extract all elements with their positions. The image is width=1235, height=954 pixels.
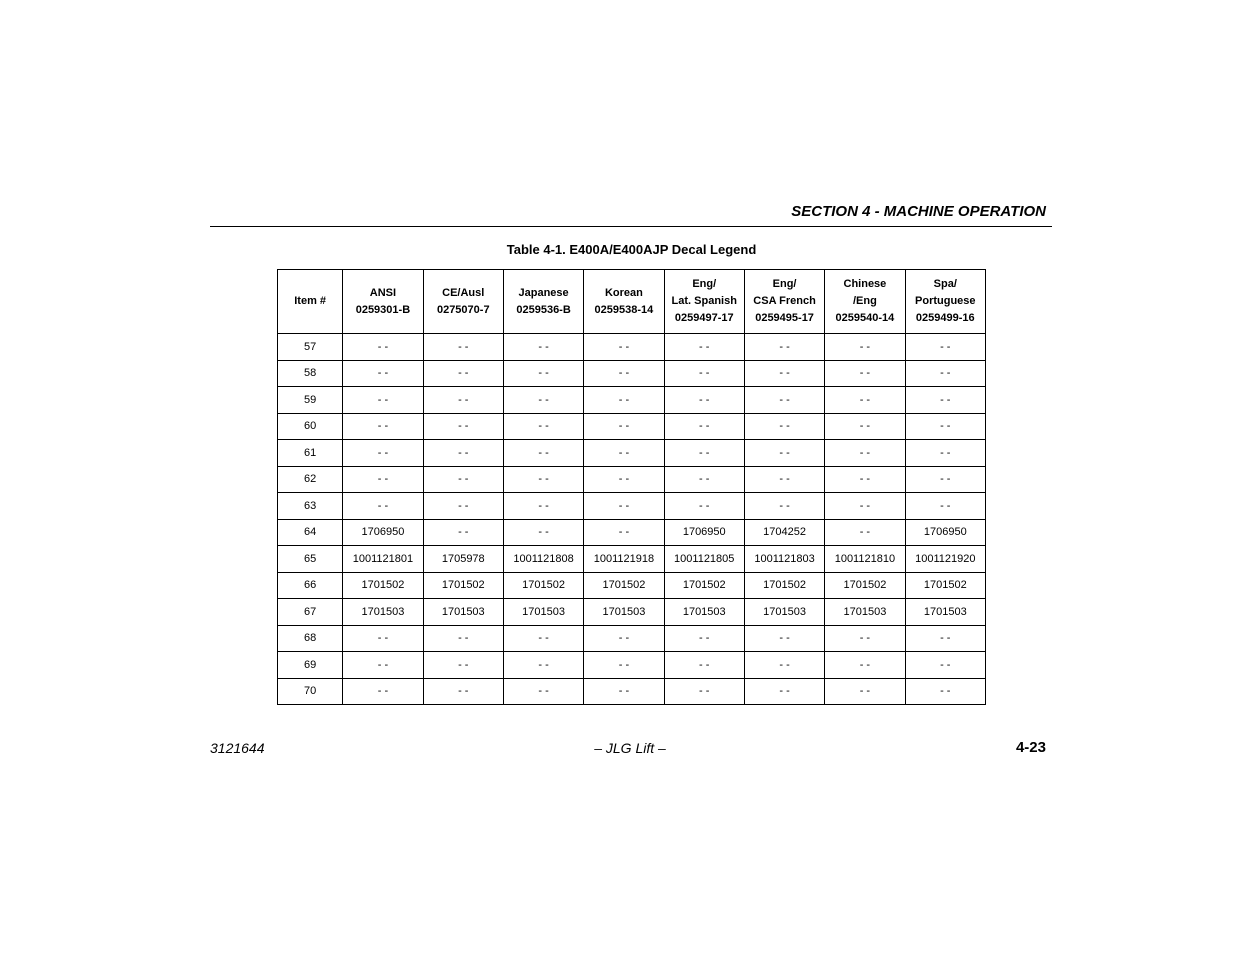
column-header-line: CSA French — [753, 295, 816, 307]
part-number-cell: - - — [423, 334, 503, 361]
part-number-cell: - - — [905, 334, 985, 361]
part-number-cell: 1701503 — [664, 599, 744, 626]
part-number-cell: - - — [905, 652, 985, 679]
part-number-cell: - - — [744, 413, 824, 440]
part-number-cell: - - — [664, 466, 744, 493]
part-number-cell: - - — [423, 519, 503, 546]
part-number-cell: 1701503 — [905, 599, 985, 626]
column-header-line: Japanese — [518, 286, 569, 299]
part-number-cell: - - — [343, 493, 423, 520]
column-header — [343, 270, 423, 334]
table-row — [278, 413, 986, 440]
column-header — [825, 270, 905, 334]
part-number-cell: - - — [744, 678, 824, 705]
part-number-cell: - - — [503, 440, 583, 467]
column-header-line: /Eng — [852, 295, 877, 307]
part-number-cell: 1701503 — [825, 599, 905, 626]
part-number-cell: 1701503 — [744, 599, 824, 626]
table-row — [278, 334, 986, 361]
part-number-cell: 1701502 — [905, 572, 985, 599]
part-number-cell: - - — [423, 466, 503, 493]
item-number-cell: 64 — [278, 519, 343, 546]
table-title: Table 4-1. E400A/E400AJP Decal Legend — [506, 242, 757, 257]
part-number-cell: - - — [343, 652, 423, 679]
part-number-cell: - - — [825, 625, 905, 652]
part-number-cell: - - — [825, 334, 905, 361]
part-number-cell: - - — [825, 466, 905, 493]
part-number-cell: - - — [343, 334, 423, 361]
part-number-cell: - - — [744, 440, 824, 467]
part-number-cell: - - — [825, 413, 905, 440]
part-number-cell: 1001121918 — [584, 546, 664, 573]
part-number-cell: - - — [664, 360, 744, 387]
column-header-line: 0259497-17 — [674, 312, 734, 324]
part-number-cell: - - — [584, 652, 664, 679]
column-header-line: Eng/ — [772, 278, 797, 290]
part-number-cell: - - — [423, 440, 503, 467]
item-number-cell: 68 — [278, 625, 343, 652]
part-number-cell: - - — [584, 334, 664, 361]
table-row — [278, 360, 986, 387]
part-number-cell: - - — [343, 413, 423, 440]
part-number-cell: 1701502 — [423, 572, 503, 599]
column-header-line: ANSI — [369, 286, 397, 299]
column-header-line: 0259301-B — [355, 303, 411, 316]
part-number-cell: - - — [584, 519, 664, 546]
part-number-cell: - - — [905, 360, 985, 387]
part-number-cell: - - — [503, 519, 583, 546]
part-number-cell: - - — [825, 440, 905, 467]
part-number-cell: 1701503 — [584, 599, 664, 626]
column-header-item — [278, 270, 343, 334]
footer-brand: – JLG Lift – — [594, 740, 666, 756]
part-number-cell: - - — [343, 360, 423, 387]
column-header — [423, 270, 503, 334]
table-row — [278, 466, 986, 493]
item-number-cell: 65 — [278, 546, 343, 573]
page-number: 4-23 — [1015, 739, 1046, 756]
part-number-cell: - - — [503, 413, 583, 440]
column-header-line: 0259495-17 — [755, 312, 814, 324]
part-number-cell: - - — [584, 387, 664, 414]
part-number-cell: - - — [584, 625, 664, 652]
part-number-cell: - - — [343, 466, 423, 493]
part-number-cell: 1001121805 — [664, 546, 744, 573]
column-header-line: 0259536-B — [516, 303, 571, 316]
column-header-line: 0259540-14 — [835, 312, 895, 324]
item-number-cell: 70 — [278, 678, 343, 705]
column-header — [503, 270, 583, 334]
column-header — [744, 270, 824, 334]
part-number-cell: 1706950 — [343, 519, 423, 546]
part-number-cell: - - — [664, 440, 744, 467]
part-number-cell: 1705978 — [423, 546, 503, 573]
part-number-cell: - - — [423, 387, 503, 414]
part-number-cell: - - — [744, 466, 824, 493]
part-number-cell: - - — [423, 493, 503, 520]
table-row — [278, 599, 986, 626]
part-number-cell: - - — [825, 652, 905, 679]
table-row — [278, 387, 986, 414]
table-row — [278, 440, 986, 467]
part-number-cell: 1701502 — [664, 572, 744, 599]
table-row — [278, 519, 986, 546]
part-number-cell: - - — [905, 678, 985, 705]
part-number-cell: - - — [503, 360, 583, 387]
table-row — [278, 678, 986, 705]
item-number-cell: 59 — [278, 387, 343, 414]
part-number-cell: - - — [503, 334, 583, 361]
item-number-cell: 60 — [278, 413, 343, 440]
table-row — [278, 572, 986, 599]
part-number-cell: - - — [825, 519, 905, 546]
part-number-cell: - - — [503, 466, 583, 493]
column-header — [584, 270, 664, 334]
part-number-cell: - - — [503, 625, 583, 652]
part-number-cell: - - — [825, 678, 905, 705]
part-number-cell: - - — [905, 413, 985, 440]
column-header-line: 0275070-7 — [436, 303, 490, 316]
part-number-cell: 1701502 — [343, 572, 423, 599]
column-header-line: Korean — [604, 286, 643, 299]
column-header-line: 0259499-16 — [915, 312, 975, 324]
item-number-cell: 61 — [278, 440, 343, 467]
part-number-cell: - - — [905, 387, 985, 414]
part-number-cell: - - — [584, 466, 664, 493]
part-number-cell: - - — [664, 493, 744, 520]
part-number-cell: - - — [584, 440, 664, 467]
part-number-cell: - - — [664, 625, 744, 652]
part-number-cell: - - — [664, 652, 744, 679]
part-number-cell: - - — [905, 440, 985, 467]
column-header-line: Chinese — [843, 278, 887, 290]
table-row — [278, 652, 986, 679]
part-number-cell: - - — [905, 466, 985, 493]
part-number-cell: - - — [744, 493, 824, 520]
item-number-cell: 69 — [278, 652, 343, 679]
part-number-cell: - - — [584, 493, 664, 520]
part-number-cell: - - — [664, 678, 744, 705]
part-number-cell: - - — [905, 625, 985, 652]
part-number-cell: 1001121803 — [744, 546, 824, 573]
part-number-cell: - - — [503, 493, 583, 520]
part-number-cell: 1701502 — [744, 572, 824, 599]
part-number-cell: - - — [825, 493, 905, 520]
part-number-cell: - - — [343, 678, 423, 705]
part-number-cell: - - — [343, 440, 423, 467]
part-number-cell: - - — [664, 387, 744, 414]
header-rule — [210, 226, 1052, 227]
column-header-line: Spa/ — [933, 278, 957, 290]
part-number-cell: 1706950 — [905, 519, 985, 546]
item-number-cell: 66 — [278, 572, 343, 599]
item-number-cell: 57 — [278, 334, 343, 361]
part-number-cell: - - — [503, 678, 583, 705]
part-number-cell: - - — [744, 387, 824, 414]
item-number-cell: 67 — [278, 599, 343, 626]
part-number-cell: - - — [503, 652, 583, 679]
part-number-cell: 1701503 — [503, 599, 583, 626]
part-number-cell: - - — [423, 625, 503, 652]
item-number-cell: 62 — [278, 466, 343, 493]
part-number-cell: - - — [584, 413, 664, 440]
part-number-cell: 1704252 — [744, 519, 824, 546]
column-header-line: Item # — [294, 295, 327, 307]
part-number-cell: - - — [744, 360, 824, 387]
part-number-cell: - - — [423, 652, 503, 679]
part-number-cell: - - — [503, 387, 583, 414]
column-header-line: Eng/ — [692, 278, 717, 290]
part-number-cell: 1001121810 — [825, 546, 905, 573]
column-header-line: 0259538-14 — [594, 303, 654, 316]
table-body — [278, 334, 986, 705]
column-header-line: Lat. Spanish — [671, 295, 737, 307]
part-number-cell: 1001121808 — [503, 546, 583, 573]
table-row — [278, 625, 986, 652]
part-number-cell: - - — [343, 625, 423, 652]
column-header — [664, 270, 744, 334]
part-number-cell: - - — [423, 678, 503, 705]
table-row — [278, 546, 986, 573]
part-number-cell: 1001121920 — [905, 546, 985, 573]
item-number-cell: 63 — [278, 493, 343, 520]
part-number-cell: - - — [423, 360, 503, 387]
part-number-cell: - - — [664, 334, 744, 361]
part-number-cell: - - — [744, 652, 824, 679]
item-number-cell: 58 — [278, 360, 343, 387]
part-number-cell: - - — [905, 493, 985, 520]
part-number-cell: - - — [744, 625, 824, 652]
column-header — [905, 270, 985, 334]
part-number-cell: - - — [825, 360, 905, 387]
part-number-cell: - - — [825, 387, 905, 414]
section-header: SECTION 4 - MACHINE OPERATION — [791, 203, 1046, 220]
decal-legend-table — [277, 269, 986, 705]
part-number-cell: - - — [423, 413, 503, 440]
column-header-line: CE/Ausl — [442, 286, 485, 299]
table-row — [278, 493, 986, 520]
part-number-cell: 1001121801 — [343, 546, 423, 573]
part-number-cell: 1706950 — [664, 519, 744, 546]
column-header-line: Portuguese — [915, 295, 976, 307]
table-header-row — [278, 270, 986, 334]
part-number-cell: - - — [664, 413, 744, 440]
doc-number: 3121644 — [210, 740, 265, 756]
part-number-cell: 1701502 — [503, 572, 583, 599]
part-number-cell: 1701503 — [423, 599, 503, 626]
part-number-cell: - - — [744, 334, 824, 361]
part-number-cell: - - — [584, 360, 664, 387]
part-number-cell: - - — [343, 387, 423, 414]
part-number-cell: 1701502 — [825, 572, 905, 599]
part-number-cell: 1701503 — [343, 599, 423, 626]
part-number-cell: 1701502 — [584, 572, 664, 599]
part-number-cell: - - — [584, 678, 664, 705]
